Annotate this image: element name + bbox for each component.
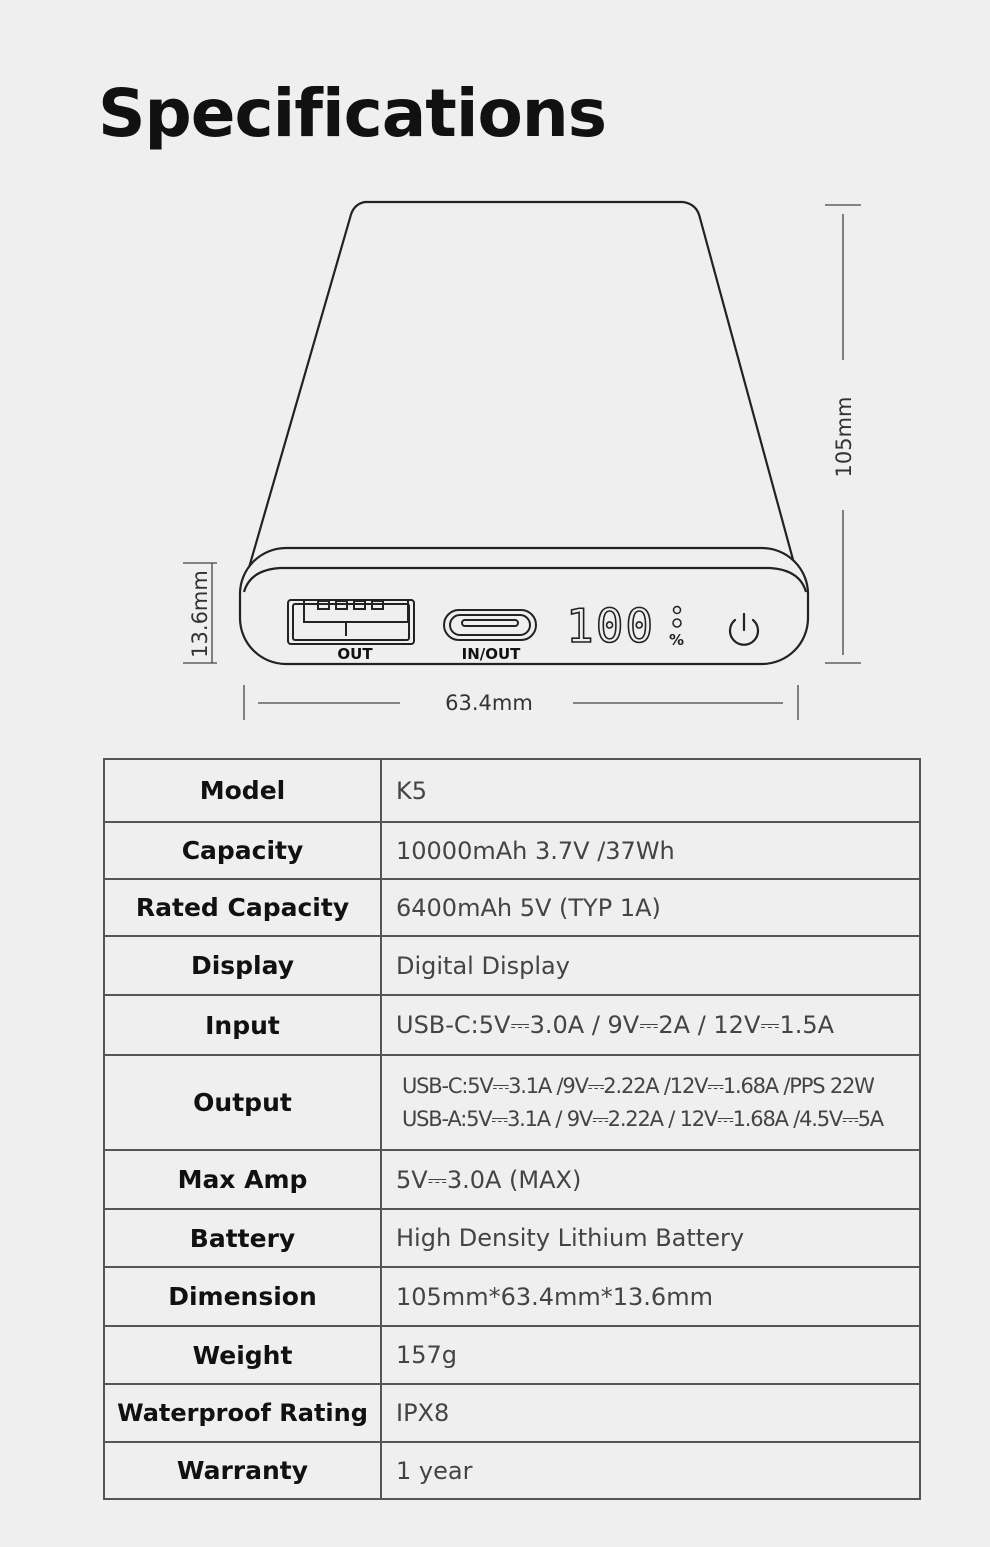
port-out-label: OUT [337, 645, 373, 663]
spec-value: Digital Display [381, 936, 920, 995]
table-row [104, 1326, 920, 1384]
spec-value: 157g [381, 1326, 920, 1384]
table-row [104, 822, 920, 879]
spec-label: Max Amp [104, 1150, 381, 1209]
percent-symbol: % [669, 631, 685, 649]
spec-value: 5V⎓3.0A (MAX) [381, 1150, 920, 1209]
spec-label: Dimension [104, 1267, 381, 1326]
spec-value: IPX8 [381, 1384, 920, 1442]
power-bank-outline [240, 202, 808, 664]
spec-label: Rated Capacity [104, 879, 381, 936]
spec-value-line: USB-A:5V⎓3.1A / 9V⎓2.22A / 12V⎓1.68A /4.5V⎓5A [402, 1106, 883, 1131]
spec-value: 10000mAh 3.7V /37Wh [381, 822, 920, 879]
table-row [104, 995, 920, 1055]
spec-label: Warranty [104, 1442, 381, 1499]
spec-label: Capacity [104, 822, 381, 879]
table-row [104, 1150, 920, 1209]
spec-label: Output [104, 1055, 381, 1150]
table-row [104, 1384, 920, 1442]
spec-value: K5 [381, 759, 920, 822]
spec-label: Display [104, 936, 381, 995]
spec-label: Waterproof Rating [104, 1384, 381, 1442]
table-row [104, 759, 920, 822]
port-inout-label: IN/OUT [461, 645, 521, 663]
page-title: Specifications [98, 75, 607, 152]
spec-value-line: USB-C:5V⎓3.1A /9V⎓2.22A /12V⎓1.68A /PPS 22W [402, 1073, 874, 1098]
spec-value: 1 year [381, 1442, 920, 1499]
table-row [104, 936, 920, 995]
spec-label: Input [104, 995, 381, 1055]
spec-value: High Density Lithium Battery [381, 1209, 920, 1267]
table-row [104, 1055, 920, 1150]
spec-value: 6400mAh 5V (TYP 1A) [381, 879, 920, 936]
spec-value [381, 1055, 920, 1150]
spec-label: Weight [104, 1326, 381, 1384]
specifications-table [103, 758, 921, 1500]
height-label: 105mm [832, 396, 856, 478]
table-row [104, 879, 920, 936]
table-row [104, 1267, 920, 1326]
spec-label: Battery [104, 1209, 381, 1267]
spec-label: Model [104, 759, 381, 822]
table-row [104, 1442, 920, 1499]
table-row [104, 1209, 920, 1267]
power-bank-diagram [0, 0, 990, 740]
width-label: 63.4mm [445, 691, 533, 715]
display-digits: 100 [566, 599, 656, 653]
thickness-label: 13.6mm [188, 570, 212, 658]
spec-value: 105mm*63.4mm*13.6mm [381, 1267, 920, 1326]
spec-value: USB-C:5V⎓3.0A / 9V⎓2A / 12V⎓1.5A [381, 995, 920, 1055]
